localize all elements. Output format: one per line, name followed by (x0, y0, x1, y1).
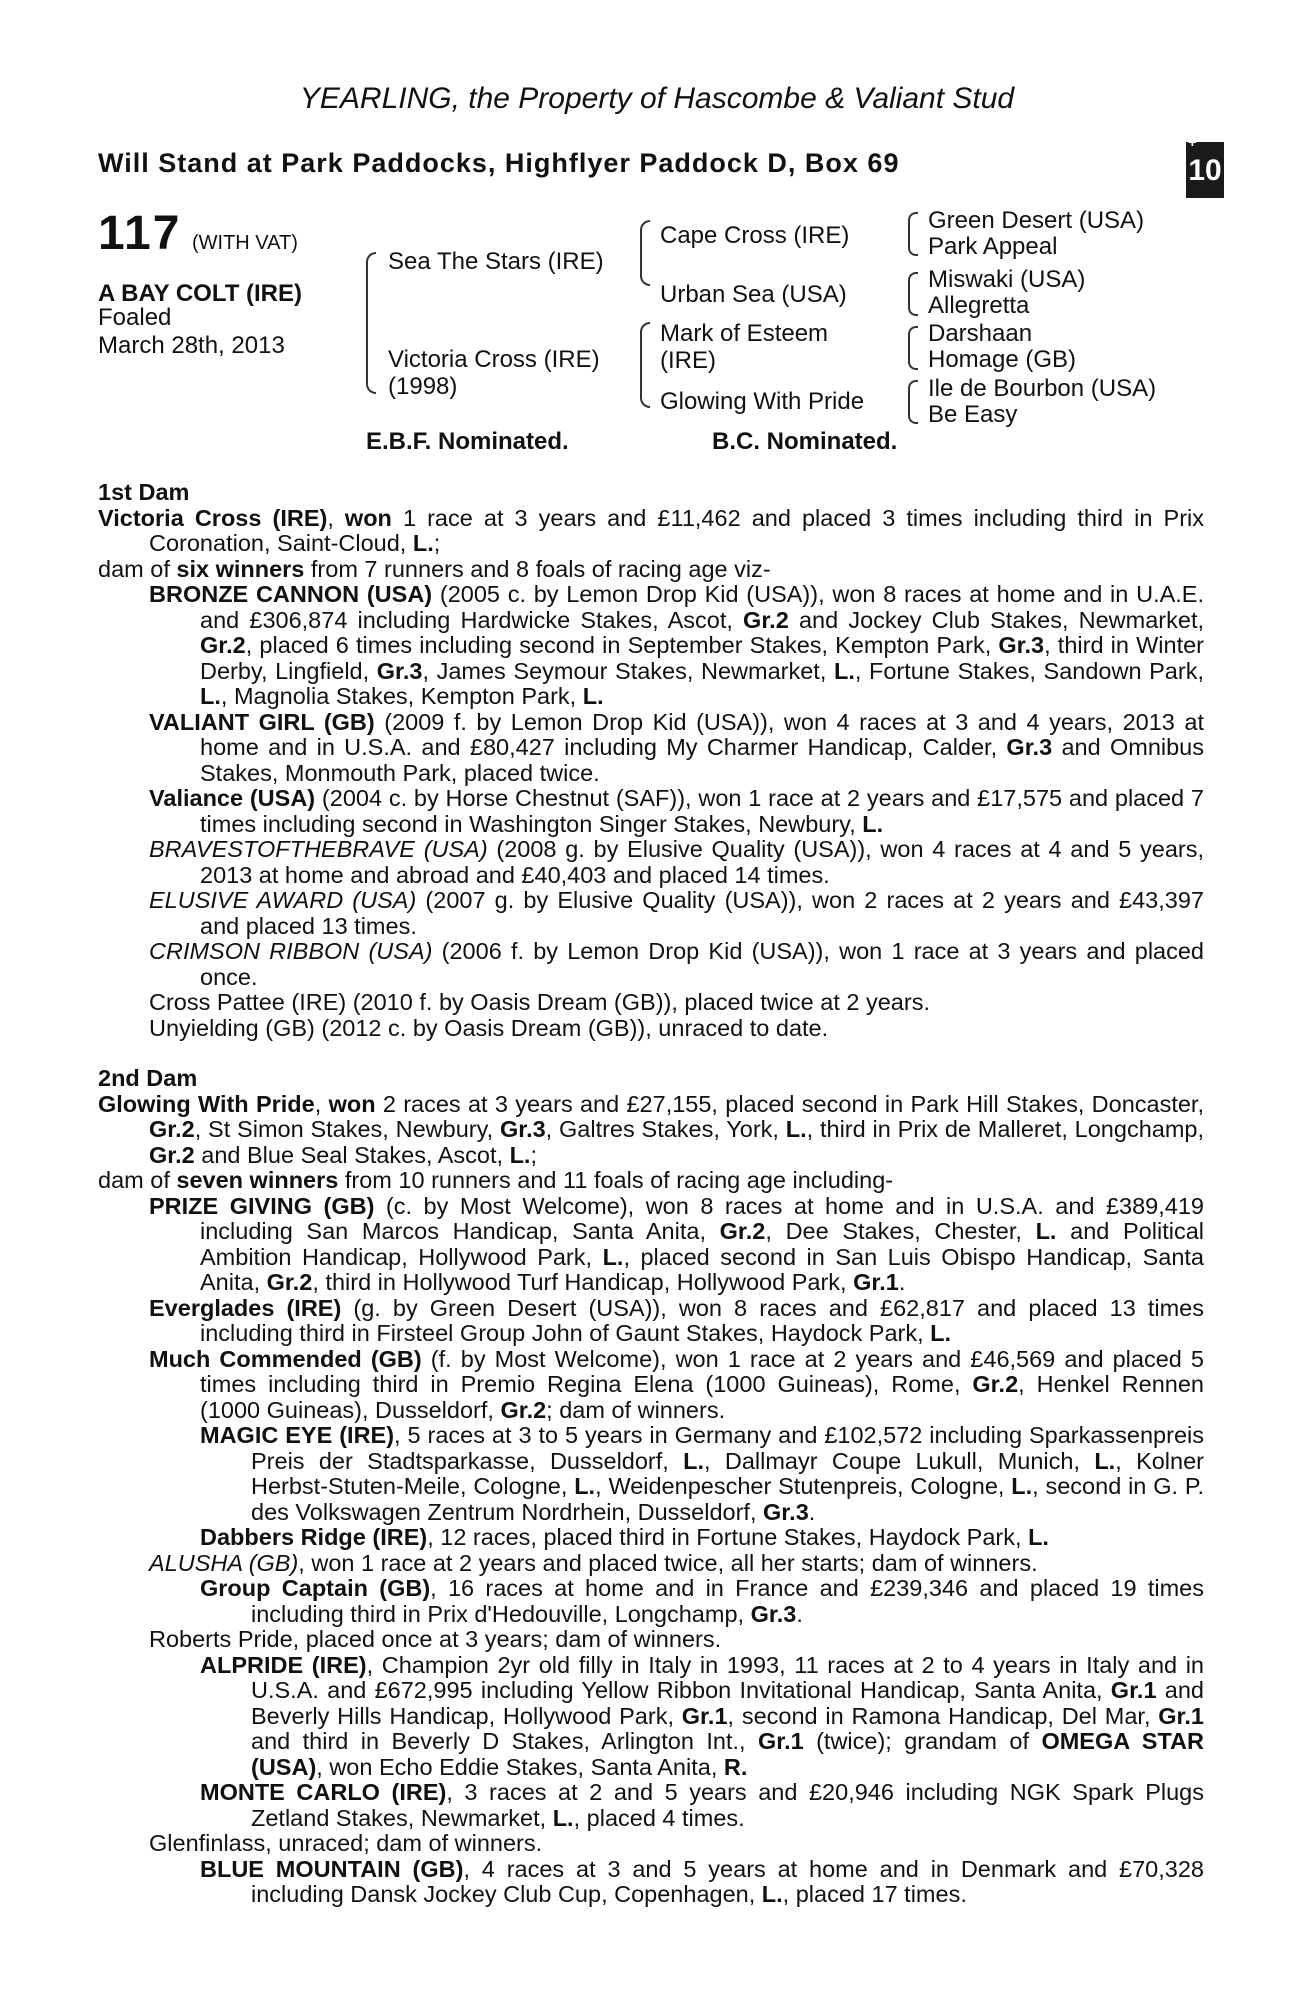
produce-blue-mountain: BLUE MOUNTAIN (GB), 4 races at 3 and 5 years at home and in Denmark and £70,328 including Dansk Jockey Club Cup, Copenhagen, L., placed 17 times. (200, 1855, 1204, 1907)
produce-cross-pattee: Cross Pattee (IRE) (2010 f. by Oasis Dream (GB)), placed twice at 2 years. (149, 989, 930, 1015)
second-dam-name: Glowing With Pride (98, 1090, 315, 1117)
pedigree-g8: Be Easy (928, 401, 1018, 428)
pedigree-notes (98, 480, 1204, 1908)
brace-dam (640, 322, 650, 408)
lot-number: 117 (98, 207, 182, 260)
produce-much-commended: Much Commended (GB) (f. by Most Welcome), won 1 race at 2 years and £46,569 and placed 5 times including third in Premio Regina Elena (1000 Guineas), Rome, Gr.2, Henkel Rennen (1000 Guineas), Dusseldorf, Gr.2; dam of winners. (149, 1345, 1204, 1423)
produce-prize-giving: PRIZE GIVING (GB) (c. by Most Welcome), won 8 races at home and in U.S.A. and £389,419 including San Marcos Handicap, Santa Anita, Gr.2, Dee Stakes, Chester, L. and Political Ambition Handicap, Hollywood Park, L., placed second in San Luis Obispo Handicap, Santa Anita, Gr.2, third in Hollywood Turf Handicap, Hollywood Park, Gr.1. (149, 1192, 1204, 1295)
pedigree-dam-sire-country: (IRE) (660, 347, 716, 374)
produce-alpride: ALPRIDE (IRE), Champion 2yr old filly in Italy in 1993, 11 races at 2 to 4 years in Italy and in U.S.A. and £672,995 including Yellow Ribbon Invitational Handicap, Santa Anita, Gr.1 and Beverly Hills Handicap, Hollywood Park, Gr.1, second in Ramona Handicap, Del Mar, Gr.1 and third in Beverly D Stakes, Arlington Int., Gr.1 (twice); grandam of OMEGA STAR (USA), won Echo Eddie Stakes, Santa Anita, R. (200, 1651, 1204, 1780)
produce-bronze-cannon: BRONZE CANNON (USA) (2005 c. by Lemon Drop Kid (USA)), won 8 races at home and in U.A.E. and £306,874 including Hardwicke Stakes, Ascot, Gr.2 and Jockey Club Stakes, Newmarket, Gr.2, placed 6 times including second in September Stakes, Kempton Park, Gr.3, third in Winter Derby, Lingfield, Gr.3, James Seymour Stakes, Newmarket, L., Fortune Stakes, Sandown Park, L., Magnolia Stakes, Kempton Park, L. (149, 581, 1205, 709)
pedigree-dam (388, 346, 600, 400)
produce-glenfinlass: Glenfinlass, unraced; dam of winners. (149, 1830, 543, 1856)
badge-plus: + (1188, 134, 1197, 151)
first-dam-produce-summary: dam of six winners from 7 runners and 8 foals of racing age viz- (98, 555, 771, 582)
lot-description: A BAY COLT (IRE) (98, 280, 303, 307)
produce-bravestofthebrave: BRAVESTOFTHEBRAVE (USA) (2008 g. by Elusive Quality (USA)), won 4 races at 4 and 5 years, 2013 at home and abroad and £40,403 and placed 14 times. (149, 836, 1205, 888)
pedigree-sire-sire: Cape Cross (IRE) (660, 222, 850, 249)
foaled-info (98, 304, 285, 360)
vat-label: (WITH VAT) (192, 232, 298, 254)
pedigree-sire-dam: Urban Sea (USA) (660, 281, 847, 308)
produce-everglades: Everglades (IRE) (g. by Green Desert (USA)), won 8 races and £62,817 and placed 13 times including third in Firsteel Group John of Gaunt Stakes, Haydock Park, L. (149, 1294, 1205, 1346)
brace-sire (640, 220, 650, 286)
produce-dabbers-ridge: Dabbers Ridge (IRE), 12 races, placed third in Fortune Stakes, Haydock Park, L. (200, 1524, 1049, 1550)
pedigree-dam-sire (660, 320, 828, 374)
produce-roberts-pride: Roberts Pride, placed once at 3 years; dam of winners. (149, 1626, 722, 1652)
produce-alusha: ALUSHA (GB), won 1 race at 2 years and placed twice, all her starts; dam of winners. (149, 1549, 1038, 1576)
brace-g78 (908, 380, 918, 424)
foaled-date: March 28th, 2013 (98, 332, 285, 359)
second-dam-produce-summary: dam of seven winners from 10 runners and 11 foals of racing age including- (98, 1167, 894, 1193)
pedigree-dam-dam: Glowing With Pride (660, 388, 865, 415)
pedigree-g5: Darshaan (928, 320, 1033, 347)
pedigree-dam-name: Victoria Cross (IRE) (388, 346, 600, 373)
produce-valiant-girl: VALIANT GIRL (GB) (2009 f. by Lemon Drop Kid (USA)), won 4 races at 3 and 4 years, 2013 at home and in U.S.A. and £80,427 including My Charmer Handicap, Calder, Gr.3 and Omnibus Stakes, Monmouth Park, placed twice. (149, 708, 1204, 786)
second-dam-record: Glowing With Pride, won 2 races at 3 years and £27,155, placed second in Park Hill Stakes, Doncaster, Gr.2, St Simon Stakes, Newbury, Gr.3, Galtres Stakes, York, L., third in Prix de Malleret, Longchamp, Gr.2 and Blue Seal Stakes, Ascot, L.; (98, 1090, 1205, 1168)
first-dam-name: Victoria Cross (IRE) (98, 504, 328, 531)
stand-location: Will Stand at Park Paddocks, Highflyer Paddock D, Box 69 (98, 148, 900, 178)
first-dam-record: Victoria Cross (IRE), won 1 race at 3 years and £11,462 and placed 3 times including third in Prix Coronation, Saint-Cloud, L.; (98, 504, 1204, 556)
pedigree-sire: Sea The Stars (IRE) (388, 248, 604, 275)
ebf-nomination: E.B.F. Nominated. (366, 428, 569, 455)
foaled-label: Foaled (98, 304, 172, 331)
second-dam-heading: 2nd Dam (98, 1065, 198, 1091)
produce-monte-carlo: MONTE CARLO (IRE), 3 races at 2 and 5 years and £20,946 including NGK Spark Plugs Zetland Stakes, Newmarket, L., placed 4 times. (200, 1779, 1204, 1831)
bc-nomination: B.C. Nominated. (712, 428, 898, 455)
pedigree-g4: Allegretta (928, 292, 1030, 319)
pedigree-dam-year: (1998) (388, 373, 458, 400)
page-badge (1186, 134, 1224, 198)
produce-elusive-award: ELUSIVE AWARD (USA) (2007 g. by Elusive Quality (USA)), won 2 races at 2 years and £43,397 and placed 13 times. (149, 887, 1204, 939)
pedigree-dam-sire-name: Mark of Esteem (660, 320, 829, 347)
pedigree-g3: Miswaki (USA) (928, 266, 1086, 293)
produce-valiance: Valiance (USA) (2004 c. by Horse Chestnut (SAF)), won 1 race at 2 years and £17,575 and placed 7 times including second in Washington Singer Stakes, Newbury, L. (149, 785, 1204, 837)
first-dam-heading: 1st Dam (98, 479, 190, 505)
produce-unyielding: Unyielding (GB) (2012 c. by Oasis Dream (GB)), unraced to date. (149, 1014, 829, 1041)
pedigree-g1: Green Desert (USA) (928, 207, 1145, 234)
produce-magic-eye: MAGIC EYE (IRE), 5 races at 3 to 5 years in Germany and £102,572 including Sparkassenpreis Preis der Stadtsparkasse, Dusseldorf, L., Dallmayr Coupe Lukull, Munich, L., Kolner Herbst-Stuten-Meile, Cologne, L., Weidenpescher Stutenpreis, Cologne, L., second in G. P. des Volkswagen Zentrum Nordrhein, Dusseldorf, Gr.3. (200, 1422, 1204, 1525)
produce-group-captain: Group Captain (GB), 16 races at home and in France and £239,346 and placed 19 times including third in Prix d'Hedouville, Longchamp, Gr.3. (200, 1575, 1204, 1627)
produce-crimson-ribbon: CRIMSON RIBBON (USA) (2006 f. by Lemon Drop Kid (USA)), won 1 race at 3 years and placed once. (149, 938, 1205, 990)
brace-sire-dam (366, 252, 376, 394)
pedigree-g6: Homage (GB) (928, 346, 1077, 373)
brace-g34 (908, 272, 918, 316)
won-label: won (344, 504, 392, 531)
badge-number: 10 (1188, 154, 1222, 187)
pedigree-g7: Ile de Bourbon (USA) (928, 375, 1157, 402)
brace-g56 (908, 326, 918, 370)
pedigree-g2: Park Appeal (928, 233, 1058, 260)
brace-g12 (908, 212, 918, 256)
page-title: YEARLING, the Property of Hascombe & Valiant Stud (299, 82, 1015, 115)
